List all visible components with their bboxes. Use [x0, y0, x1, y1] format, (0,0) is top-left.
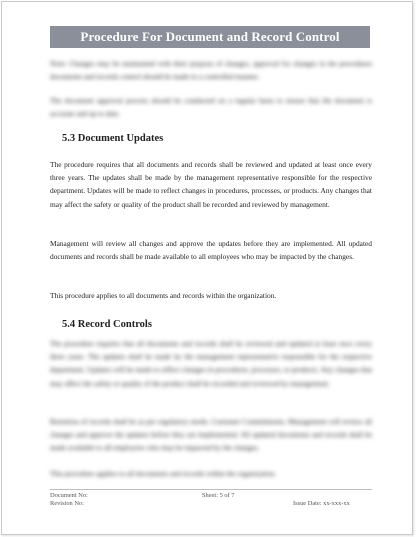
document-page [1, 1, 413, 535]
page-title: Procedure For Document and Record Control [80, 29, 340, 44]
section-heading-record-controls: 5.4 Record Controls [62, 319, 152, 330]
paragraph-update-requirements: The procedure requires that all documents and records shall be reviewed and updated at least once every three years. The updates shall be made by the management representative responsible for the respective department. Updates will be made to reflect changes in procedures, processes, or products. Any changes that may affect the safety or quality of the product shall be recorded and reviewed by management. [50, 160, 372, 209]
page-title-banner [50, 26, 370, 48]
blurred-paragraph: The document approval process should be conducted on a regular basis to ensure that the document is accurate and up to date. [50, 96, 372, 119]
footer-sheet: Sheet: 5 of 7 [202, 492, 235, 499]
section-heading-document-updates: 5.3 Document Updates [62, 133, 164, 144]
paragraph-scope: This procedure applies to all documents and records within the organization. [50, 291, 277, 300]
paragraph-management-review: Management will review all changes and approve the updates before they are implemented. All updated documents and records shall be made available to all employees who may be impacted by the changes. [50, 239, 372, 262]
blurred-paragraph: The procedure requires that all documents and records shall be reviewed and updated at least once every three years. The updates shall be made by the management representative responsible for the respective department. Updates will be made to reflect changes in procedures, processes, or products. Any changes that may affect the safety or quality of the product shall be recorded and reviewed by management. [50, 339, 372, 388]
footer-issue-date: Issue Date: xx-xxx-xx [293, 500, 350, 507]
blurred-paragraph: This procedure applies to all documents and records within the organization. [50, 469, 277, 478]
footer-revision-no: Revision No: [50, 500, 84, 507]
blurred-paragraph: Note: Changes may be maintained with their purpose of changes, approval for changes in the procedures documents and records control should be made in a controlled manner. [50, 59, 372, 82]
footer-document-no: Document No: [50, 492, 88, 499]
footer-divider [50, 489, 372, 490]
blurred-paragraph: Retention of records shall be as per regulatory needs. Customer Commitments. Management will review all changes and approve the updates before they are implemented. All updated documents and records shall be made available to all employees who may be impacted by the changes. [50, 417, 372, 453]
